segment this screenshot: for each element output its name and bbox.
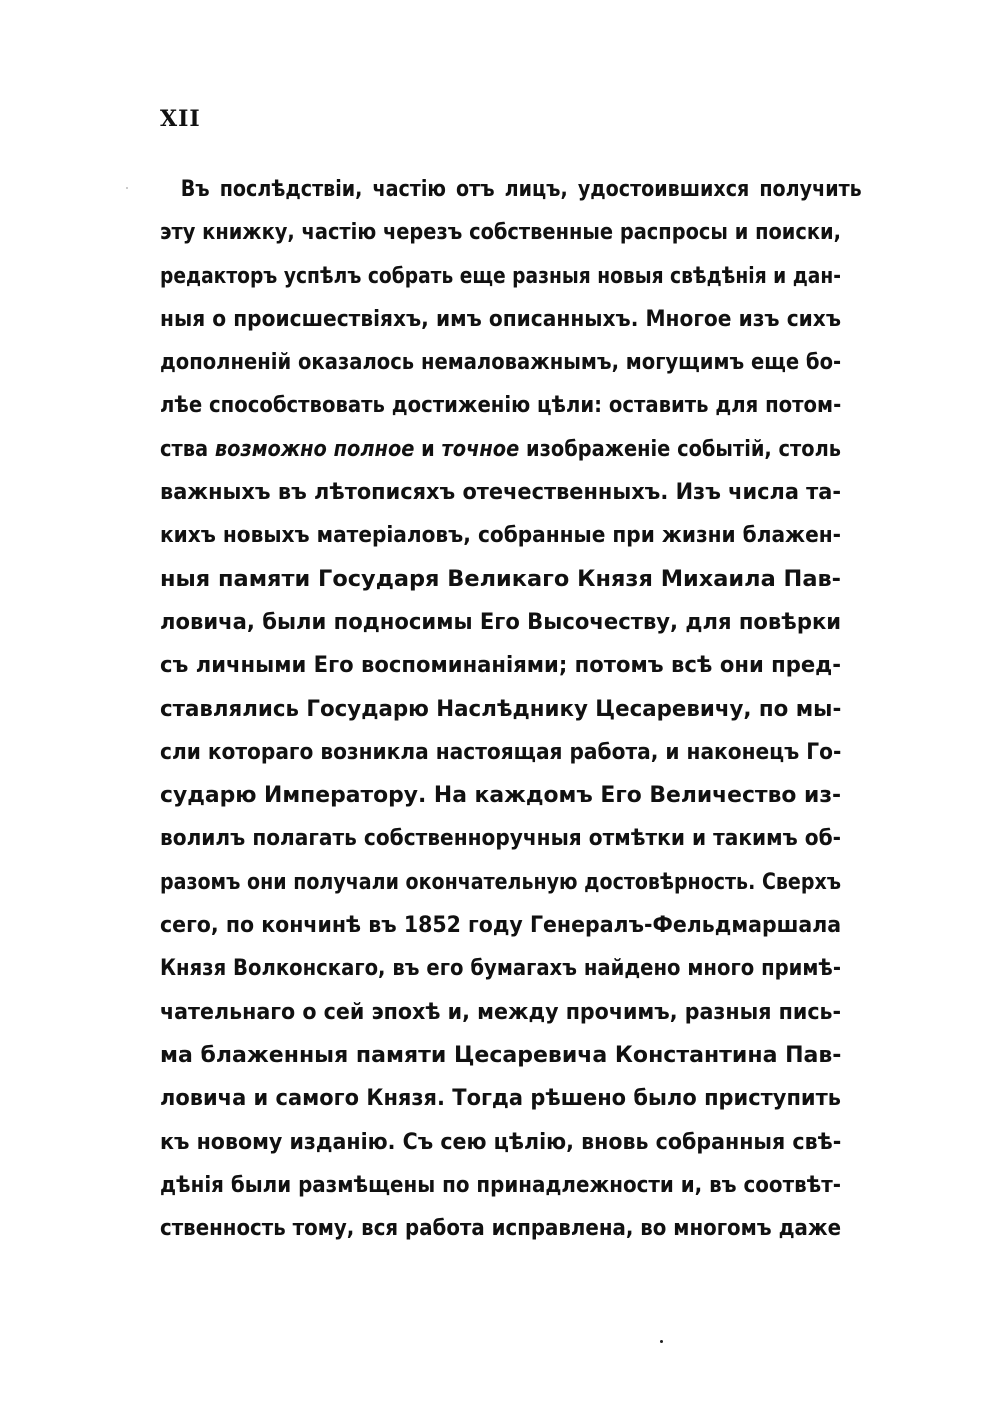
text-line: сего, по кончинѣ въ 1852 году Генералъ-Фельдмаршала	[160, 912, 842, 939]
text-line: Въ послѣдствіи, частію отъ лицъ, удостоившихся получить	[180, 176, 862, 202]
text-line: кихъ новыхъ матеріаловъ, собранные при жизни блажен-	[160, 522, 841, 549]
text-line: сли котораго возникла настоящая работа, и наконецъ Го-	[160, 738, 842, 765]
text-line: дополненій оказалось немаловажнымъ, могущимъ еще бо-	[160, 349, 842, 376]
text-line: ма блаженныя памяти Цесаревича Константина Пав-	[160, 1041, 842, 1068]
text-line: ственность тому, вся работа исправлена, во многомъ даже	[160, 1215, 841, 1242]
text-span: ства	[160, 435, 215, 462]
text-span: и	[414, 435, 442, 462]
text-span: изображеніе событій, столь	[519, 435, 842, 462]
body-text	[160, 168, 862, 1250]
text-line: сударю Императору. На каждомъ Его Величество из-	[160, 782, 842, 809]
text-line: ставлялись Государю Наслѣднику Цесаревичу, по мы-	[160, 695, 842, 722]
text-line: лѣе способствовать достиженію цѣли: оставить для потом-	[160, 392, 842, 419]
text-line: важныхъ въ лѣтописяхъ отечественныхъ. Изъ числа та-	[160, 479, 842, 506]
text-line: чательнаго о сей эпохѣ и, между прочимъ, разныя пись-	[160, 998, 842, 1025]
text-line: Князя Волконскаго, въ его бумагахъ найдено много примѣ-	[160, 955, 841, 982]
text-line: ловича и самого Князя. Тогда рѣшено было приступить	[160, 1085, 841, 1112]
text-line: съ личными Его воспоминаніями; потомъ всѣ они пред-	[160, 652, 841, 679]
text-line: редакторъ успѣлъ собрать еще разныя новыя свѣдѣнія и дан-	[160, 262, 841, 289]
text-line: эту книжку, частію черезъ собственные распросы и поиски,	[160, 219, 841, 246]
print-speck	[126, 187, 128, 189]
italic-emphasis: точное	[441, 435, 520, 462]
text-line: къ новому изданію. Съ сею цѣлію, вновь собранныя свѣ-	[160, 1128, 842, 1155]
text-line: ныя памяти Государя Великаго Князя Михаила Пав-	[160, 565, 842, 592]
print-speck	[660, 1340, 663, 1343]
page-number: XII	[160, 106, 201, 132]
text-line: волилъ полагать собственноручныя отмѣтки и такимъ об-	[160, 825, 841, 852]
text-line-with-italics	[160, 428, 841, 471]
text-line: дѣнія были размѣщены по принадлежности и, въ соотвѣт-	[160, 1171, 842, 1198]
text-line: разомъ они получали окончательную достовѣрность. Сверхъ	[160, 868, 841, 895]
text-line: ловича, были подносимы Его Высочеству, для повѣрки	[160, 608, 842, 635]
italic-emphasis: возможно полное	[214, 435, 415, 462]
text-line: ныя о происшествіяхъ, имъ описанныхъ. Многое изъ сихъ	[160, 305, 841, 332]
